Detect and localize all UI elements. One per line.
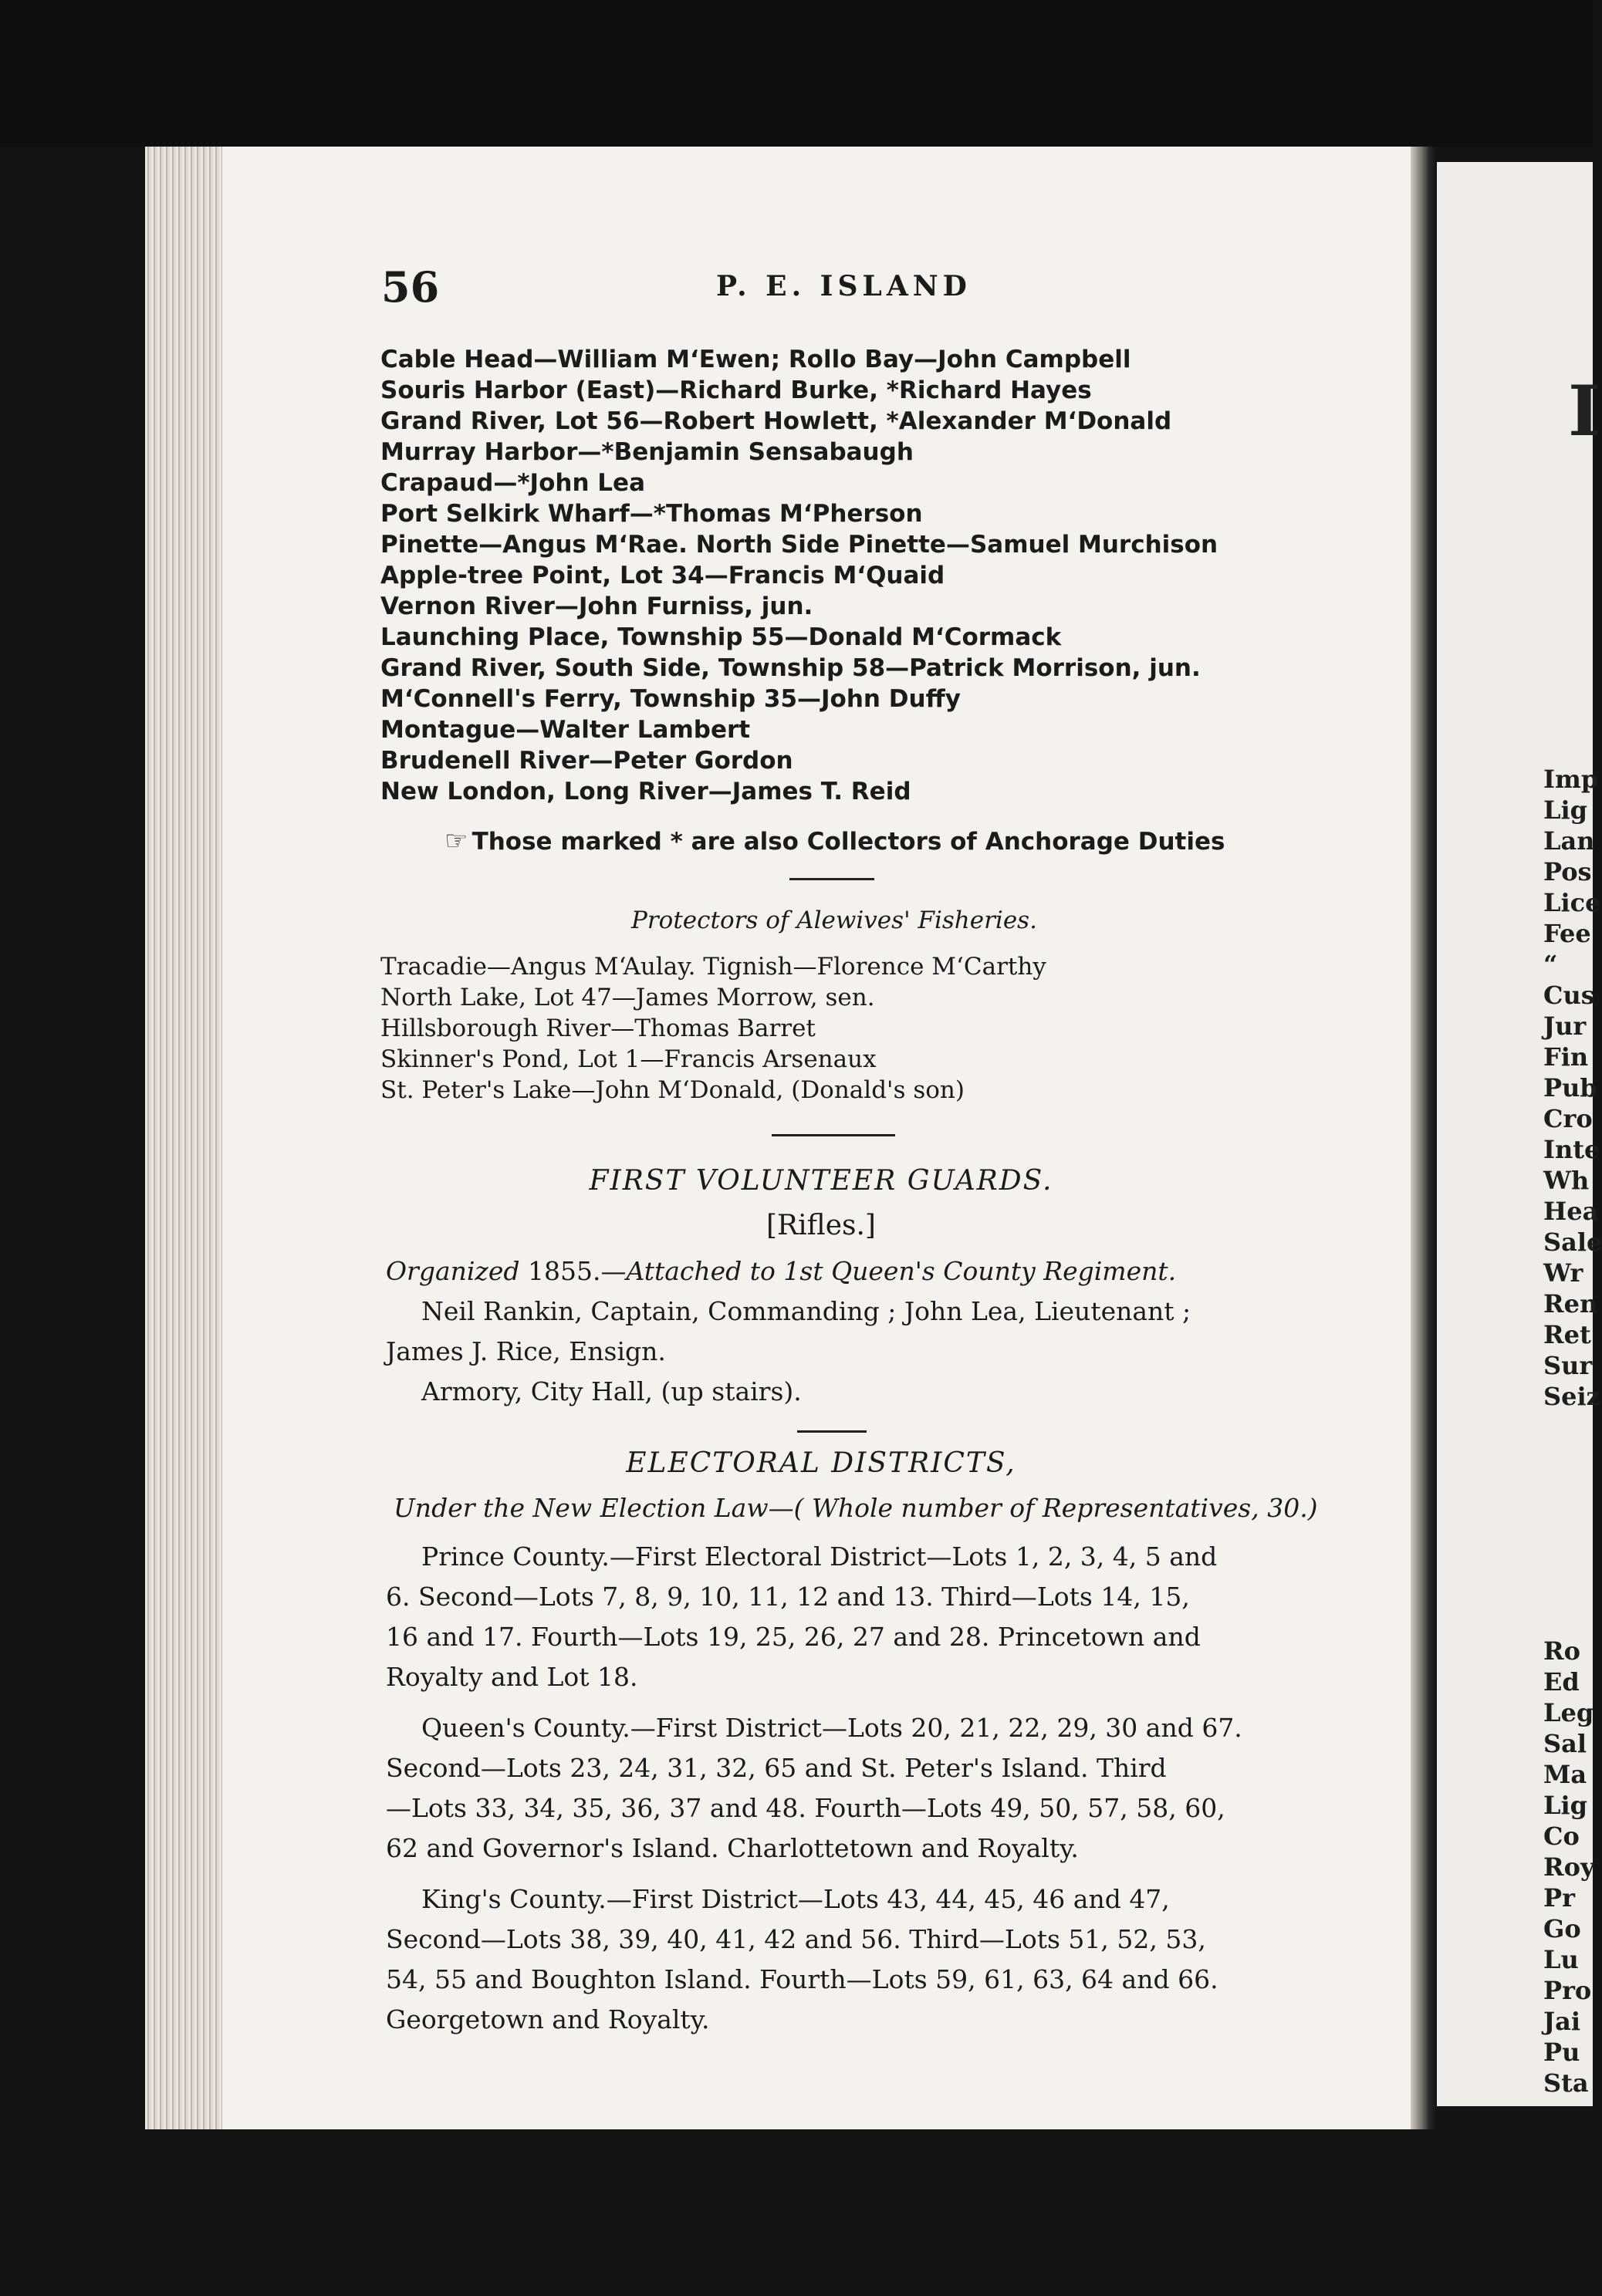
facing-item: Ed — [1543, 1667, 1580, 1697]
kings-county-line: Second—Lots 38, 39, 40, 41, 42 and 56. Third—Lots 51, 52, 53, — [386, 1924, 1206, 1954]
queens-county-line: —Lots 33, 34, 35, 36, 37 and 48. Fourth—Lots 49, 50, 57, 58, 60, — [386, 1793, 1225, 1823]
page-edges — [145, 147, 222, 2129]
electoral-law: Under the New Election Law—( Whole number of Representatives, 30.) — [394, 1493, 1318, 1523]
facing-item: Wr — [1543, 1258, 1583, 1288]
alewives-line: North Lake, Lot 47—James Morrow, sen. — [380, 984, 875, 1011]
facing-item: Lu — [1543, 1945, 1579, 1974]
kings-county-line: King's County.—First District—Lots 43, 44, 45, 46 and 47, — [421, 1884, 1170, 1914]
facing-item: Pr — [1543, 1883, 1575, 1913]
collector-line: Souris Harbor (East)—Richard Burke, *Richard Hayes — [380, 376, 1092, 404]
guards-armory: Armory, City Hall, (up stairs). — [421, 1376, 802, 1406]
facing-item: Sta — [1543, 2068, 1589, 2098]
kings-county-line: 54, 55 and Boughton Island. Fourth—Lots 59, 61, 63, 64 and 66. — [386, 1964, 1218, 1994]
book-page — [222, 147, 1420, 2129]
prince-county-line: Royalty and Lot 18. — [386, 1662, 638, 1692]
guards-organized: Organized 1855.—Attached to 1st Queen's County Regiment. — [386, 1256, 1177, 1286]
collector-line: Grand River, South Side, Township 58—Patrick Morrison, jun. — [380, 654, 1201, 682]
facing-item: Sal — [1543, 1729, 1587, 1758]
page-number: 56 — [381, 262, 440, 312]
facing-item: “ — [1543, 950, 1558, 979]
divider — [772, 1134, 895, 1136]
prince-county-line: Prince County.—First Electoral District—Lots 1, 2, 3, 4, 5 and — [421, 1541, 1218, 1572]
collector-line: Apple-tree Point, Lot 34—Francis M‘Quaid — [380, 562, 945, 589]
scanner-background — [0, 0, 1593, 147]
collector-line: M‘Connell's Ferry, Township 35—John Duffy — [380, 685, 961, 713]
facing-item: Cus — [1543, 981, 1595, 1010]
facing-gap — [1543, 1412, 1593, 1636]
facing-item: Jur — [1543, 1011, 1587, 1041]
facing-item: Go — [1543, 1914, 1581, 1943]
guards-subtitle: [Rifles.] — [766, 1210, 876, 1241]
book-gutter — [1411, 147, 1437, 2129]
collector-line: Murray Harbor—*Benjamin Sensabaugh — [380, 438, 914, 466]
collector-line: New London, Long River—James T. Reid — [380, 778, 911, 805]
collector-line: Grand River, Lot 56—Robert Howlett, *Alexander M‘Donald — [380, 407, 1172, 435]
queens-county-line: 62 and Governor's Island. Charlottetown and Royalty. — [386, 1833, 1079, 1863]
kings-county-line: Georgetown and Royalty. — [386, 2004, 710, 2034]
facing-item: Jai — [1543, 2007, 1581, 2036]
facing-item: Ret — [1543, 1320, 1591, 1349]
prince-county-line: 6. Second—Lots 7, 8, 9, 10, 11, 12 and 13. Third—Lots 14, 15, — [386, 1582, 1190, 1612]
running-header: P. E. ISLAND — [716, 270, 972, 302]
facing-item: Inte — [1543, 1135, 1600, 1164]
facing-item: Sur — [1543, 1351, 1593, 1380]
electoral-title: ELECTORAL DISTRICTS, — [626, 1447, 1016, 1479]
collector-line: Port Selkirk Wharf—*Thomas M‘Pherson — [380, 500, 923, 528]
queens-county-line: Queen's County.—First District—Lots 20, 21, 22, 29, 30 and 67. — [421, 1713, 1242, 1743]
divider — [789, 878, 874, 880]
facing-item: Ren — [1543, 1289, 1598, 1319]
collector-line: Brudenell River—Peter Gordon — [380, 747, 793, 775]
facing-item: Lig — [1543, 1791, 1588, 1820]
facing-item: Leg — [1543, 1698, 1594, 1727]
guards-officers: James J. Rice, Ensign. — [386, 1336, 666, 1366]
facing-item: Imp — [1543, 765, 1599, 794]
pointing-hand-icon: ☞ — [444, 826, 468, 856]
collector-line: Vernon River—John Furniss, jun. — [380, 593, 813, 620]
divider — [797, 1430, 867, 1433]
facing-item: Hea — [1543, 1197, 1599, 1226]
collector-line: Crapaud—*John Lea — [380, 469, 645, 497]
facing-item-list — [1543, 764, 1602, 2098]
facing-item: Lice — [1543, 888, 1601, 917]
facing-page — [1437, 162, 1602, 2106]
alewives-line: Skinner's Pond, Lot 1—Francis Arsenaux — [380, 1045, 877, 1073]
facing-item: Pu — [1543, 2038, 1580, 2067]
collector-line: Pinette—Angus M‘Rae. North Side Pinette—Samuel Murchison — [380, 531, 1218, 559]
facing-item: Cro — [1543, 1104, 1593, 1133]
facing-item: Ro — [1543, 1636, 1580, 1666]
facing-item: Roy — [1543, 1852, 1595, 1882]
alewives-line: St. Peter's Lake—John M‘Donald, (Donald's son) — [380, 1076, 965, 1104]
guards-title: FIRST VOLUNTEER GUARDS. — [589, 1165, 1053, 1197]
queens-county-line: Second—Lots 23, 24, 31, 32, 65 and St. Peter's Island. Third — [386, 1753, 1167, 1783]
anchorage-note: ☞ Those marked * are also Collectors of Anchorage Duties — [444, 826, 1225, 856]
facing-item: Fee — [1543, 919, 1591, 948]
guards-officers: Neil Rankin, Captain, Commanding ; John Lea, Lieutenant ; — [421, 1296, 1191, 1326]
facing-item: Ma — [1543, 1760, 1587, 1789]
alewives-heading: Protectors of Alewives' Fisheries. — [631, 907, 1037, 934]
alewives-line: Hillsborough River—Thomas Barret — [380, 1015, 816, 1042]
facing-item: Lig — [1543, 795, 1588, 825]
facing-item: Pub — [1543, 1073, 1597, 1102]
facing-item: Wh — [1543, 1166, 1590, 1195]
facing-item: Sale — [1543, 1227, 1602, 1257]
facing-item: Pro — [1543, 1976, 1592, 2005]
prince-county-line: 16 and 17. Fourth—Lots 19, 25, 26, 27 and 28. Princetown and — [386, 1622, 1201, 1652]
collector-line: Cable Head—William M‘Ewen; Rollo Bay—John Campbell — [380, 346, 1131, 373]
facing-item: Seiz — [1543, 1382, 1600, 1411]
facing-item: Co — [1543, 1822, 1580, 1851]
collector-line: Launching Place, Township 55—Donald M‘Cormack — [380, 623, 1062, 651]
collector-line: Montague—Walter Lambert — [380, 716, 751, 744]
facing-heading-letter: I — [1568, 370, 1601, 452]
facing-item: Fin — [1543, 1042, 1589, 1072]
alewives-line: Tracadie—Angus M‘Aulay. Tignish—Florence M‘Carthy — [380, 953, 1046, 981]
facing-item: Lan — [1543, 826, 1595, 856]
facing-item: Pos — [1543, 857, 1592, 886]
